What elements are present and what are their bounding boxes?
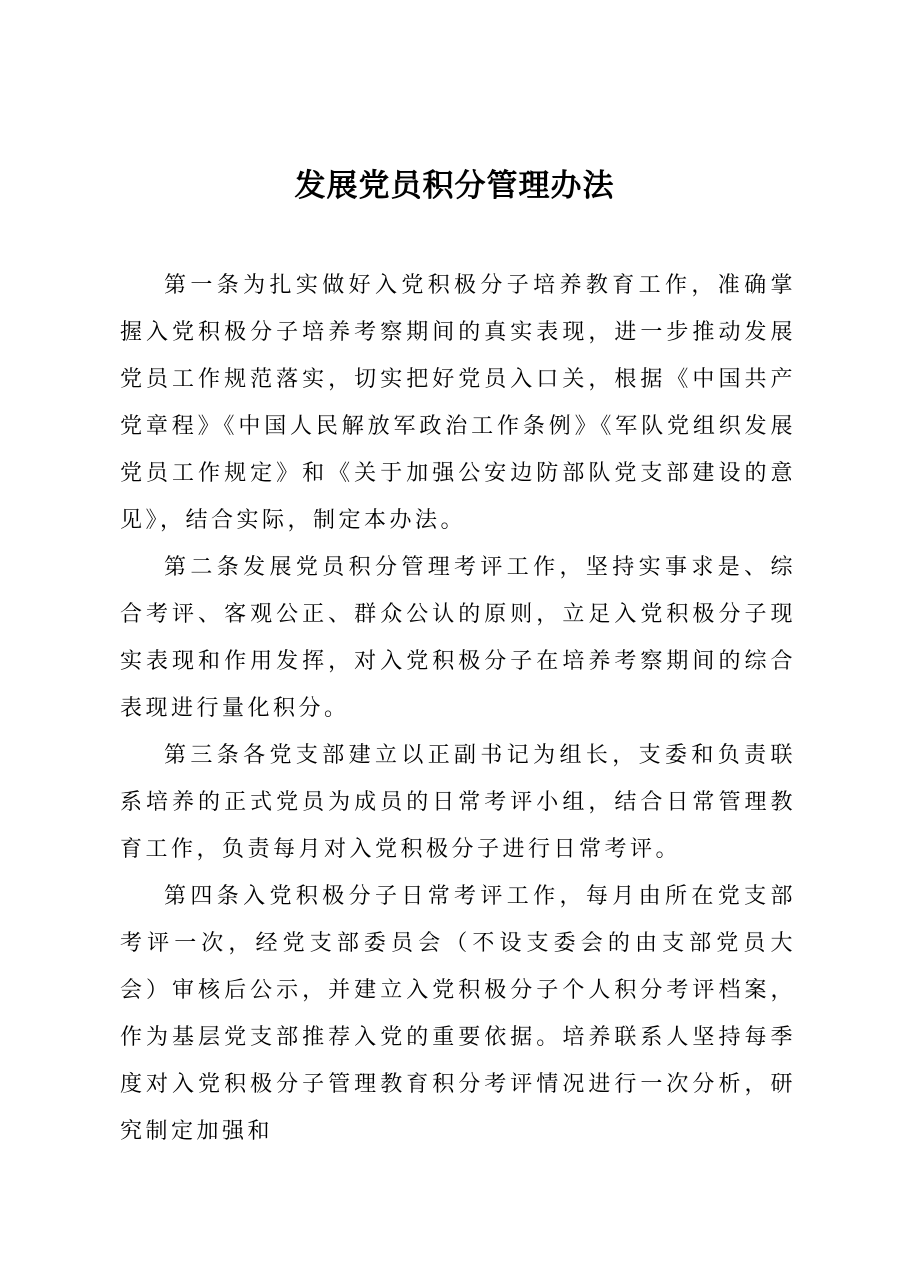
paragraph-article-2: 第二条发展党员积分管理考评工作，坚持实事求是、综合考评、客观公正、群众公认的原则，立足入党积极分子现实表现和作用发挥，对入党积极分子在培养考察期间的综合表现进行量化积分。 (120, 555, 796, 721)
document-title: 发展党员积分管理办法 (294, 168, 615, 204)
paragraph-article-1: 第一条为扎实做好入党积极分子培养教育工作，准确掌握入党积极分子培养考察期间的真实表现，进一步推动发展党员工作规范落实，切实把好党员入口关，根据《中国共产党章程》《中国人民解放军政治工作条例》《军队党组织发展党员工作规定》和《关于加强公安边防部队党支部建设的意见》，结合实际，制定本办法。 (120, 273, 796, 533)
paragraph-article-3: 第三条各党支部建立以正副书记为组长，支委和负责联系培养的正式党员为成员的日常考评小组，结合日常管理教育工作，负责每月对入党积极分子进行日常考评。 (120, 743, 796, 862)
document-body (120, 262, 796, 1155)
paragraph-article-4: 第四条入党积极分子日常考评工作，每月由所在党支部考评一次，经党支部委员会（不设支委会的由支部党员大会）审核后公示，并建立入党积极分子个人积分考评档案，作为基层党支部推荐入党的重要依据。培养联系人坚持每季度对入党积极分子管理教育积分考评情况进行一次分析，研究制定加强和 (120, 884, 796, 1144)
